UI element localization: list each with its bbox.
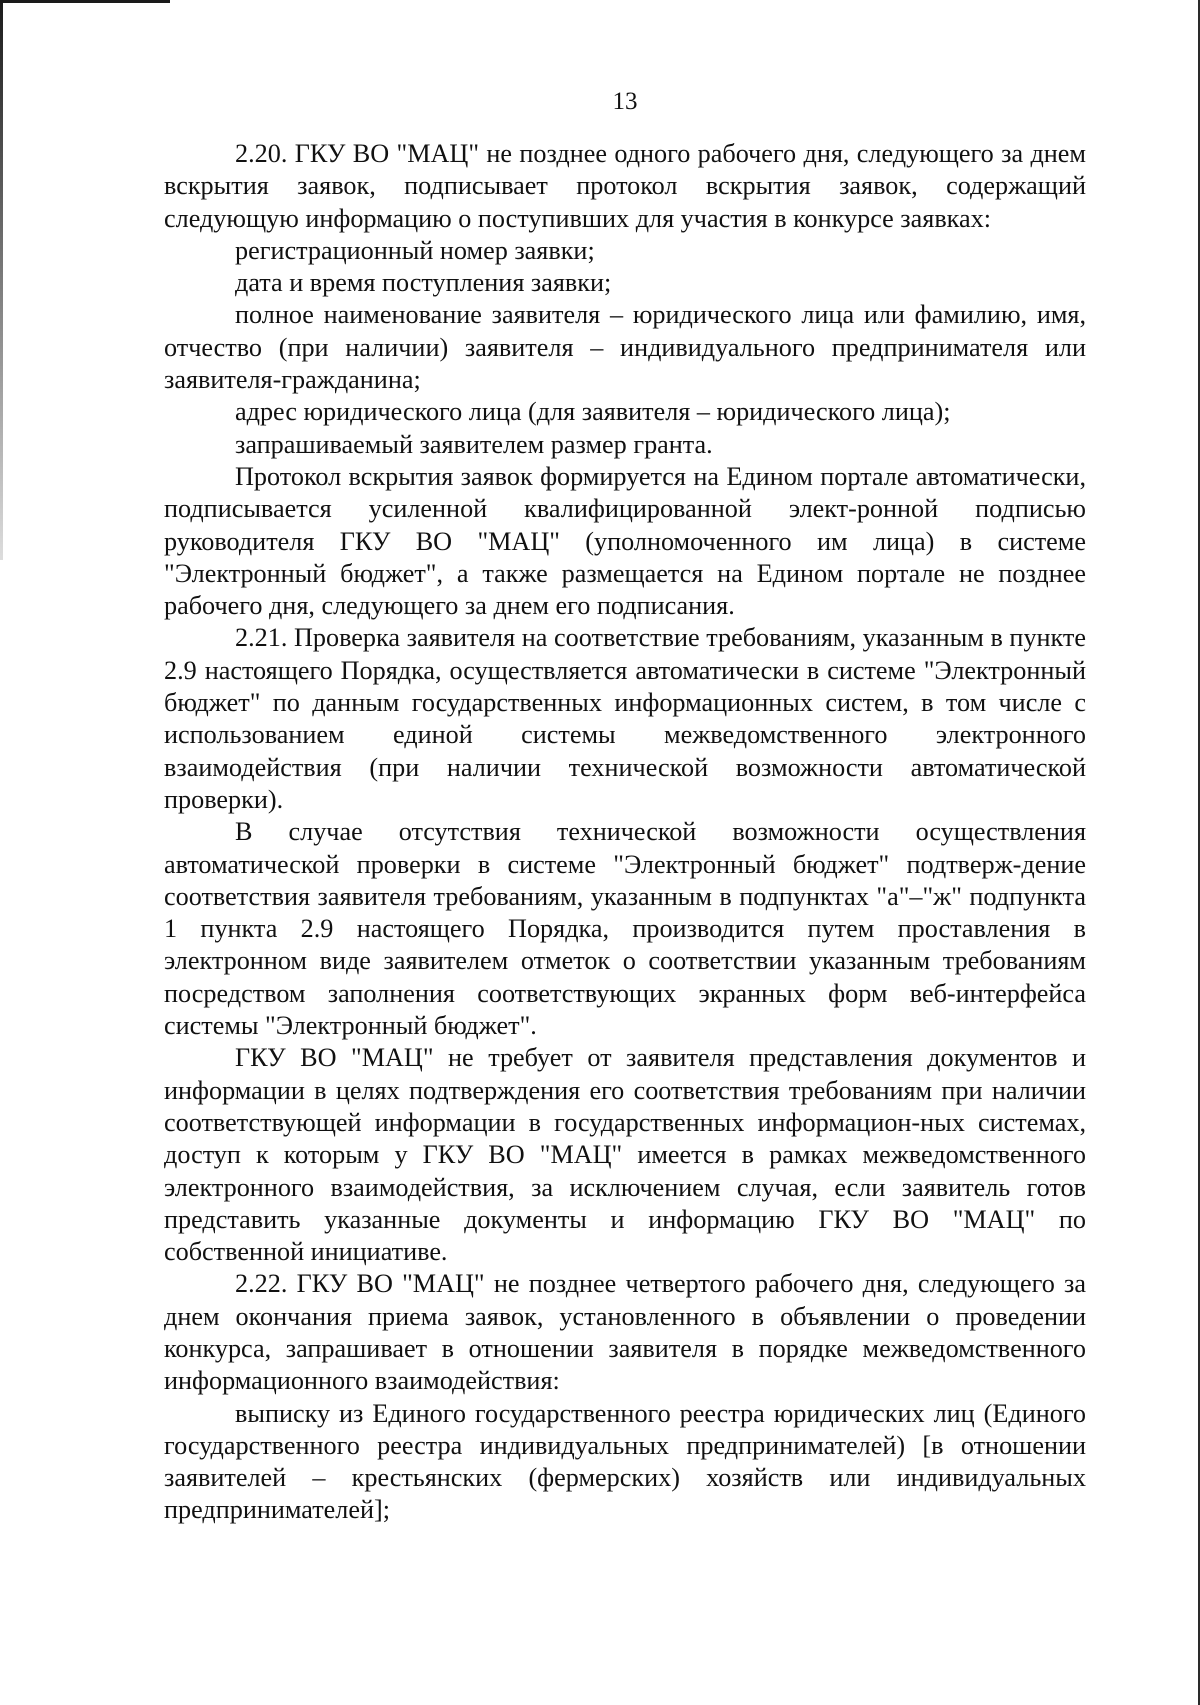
page-number: 13 bbox=[612, 88, 638, 115]
scan-edge-left bbox=[0, 0, 3, 560]
paragraph-2-22: 2.22. ГКУ ВО "МАЦ" не позднее четвертого рабочего дня, следующего за днем окончания приема заявок, установленного в объявлении о проведении конкурса, запрашивает в отношении заявителя в порядке межведомственного информационного взаимодействия: bbox=[164, 1269, 1086, 1396]
paragraph-no-documents-required: ГКУ ВО "МАЦ" не требует от заявителя представления документов и информации в целях подтверждения его соответствия требованиям при наличии соответствующей информации в государственных информацион-ных системах, доступ к которым у ГКУ ВО "МАЦ" имеется в рамках межведомственного электронного взаимодействия, за исключением случая, если заявитель готов представить указанные документы и информацию ГКУ ВО "МАЦ" по собственной инициативе. bbox=[164, 1043, 1086, 1267]
list-item-registration-number: регистрационный номер заявки; bbox=[235, 235, 595, 265]
list-item-address: адрес юридического лица (для заявителя – юридического лица); bbox=[235, 397, 951, 427]
paragraph-protocol: Протокол вскрытия заявок формируется на Едином портале автоматически, подписывается усиленной квалифицированной элект-ронной подписью руководителя ГКУ ВО "МАЦ" (уполномоченного им лица) в системе "Электронный бюджет", а также размещается на Едином портале не позднее рабочего дня, следующего за днем его подписания. bbox=[164, 461, 1086, 621]
list-item-date-time: дата и время поступления заявки; bbox=[235, 268, 612, 298]
scan-edge-top bbox=[0, 0, 170, 3]
document-page bbox=[164, 86, 1086, 1527]
paragraph-2-21: 2.21. Проверка заявителя на соответствие требованиям, указанным в пункте 2.9 настоящего Порядка, осуществляется автоматически в системе "Электронный бюджет" по данным государственных информационных систем, в том числе с использованием единой системы межведомственного электронного взаимодействия (при наличии технической возможности автоматической проверки). bbox=[164, 623, 1086, 814]
list-item-grant-size: запрашиваемый заявителем размер гранта. bbox=[235, 429, 713, 459]
paragraph-2-20: 2.20. ГКУ ВО "МАЦ" не позднее одного рабочего дня, следующего за днем вскрытия заявок, подписывает протокол вскрытия заявок, содержащий следующую информацию о поступивших для участия в конкурсе заявках: bbox=[164, 139, 1086, 233]
paragraph-no-technical-possibility: В случае отсутствия технической возможности осуществления автоматической проверки в системе "Электронный бюджет" подтверж-дение соответствия заявителя требованиям, указанным в подпунктах "а"–"ж" подпункта 1 пункта 2.9 настоящего Порядка, производится путем проставления в электронном виде заявителем отметок о соответствии указанным требованиям посредством заполнения соответствующих экранных форм веб-интерфейса системы "Электронный бюджет". bbox=[164, 817, 1086, 1041]
paragraph-registry-extract: выписку из Единого государственного реестра юридических лиц (Единого государственного реестра индивидуальных предпринимателей) [в отношении заявителей – крестьянских (фермерских) хозяйств или индивидуальных предпринимателей]; bbox=[164, 1398, 1086, 1525]
list-item-full-name: полное наименование заявителя – юридического лица или фамилию, имя, отчество (при наличии) заявителя – индивидуального предпринимателя или заявителя-гражданина; bbox=[164, 300, 1086, 395]
